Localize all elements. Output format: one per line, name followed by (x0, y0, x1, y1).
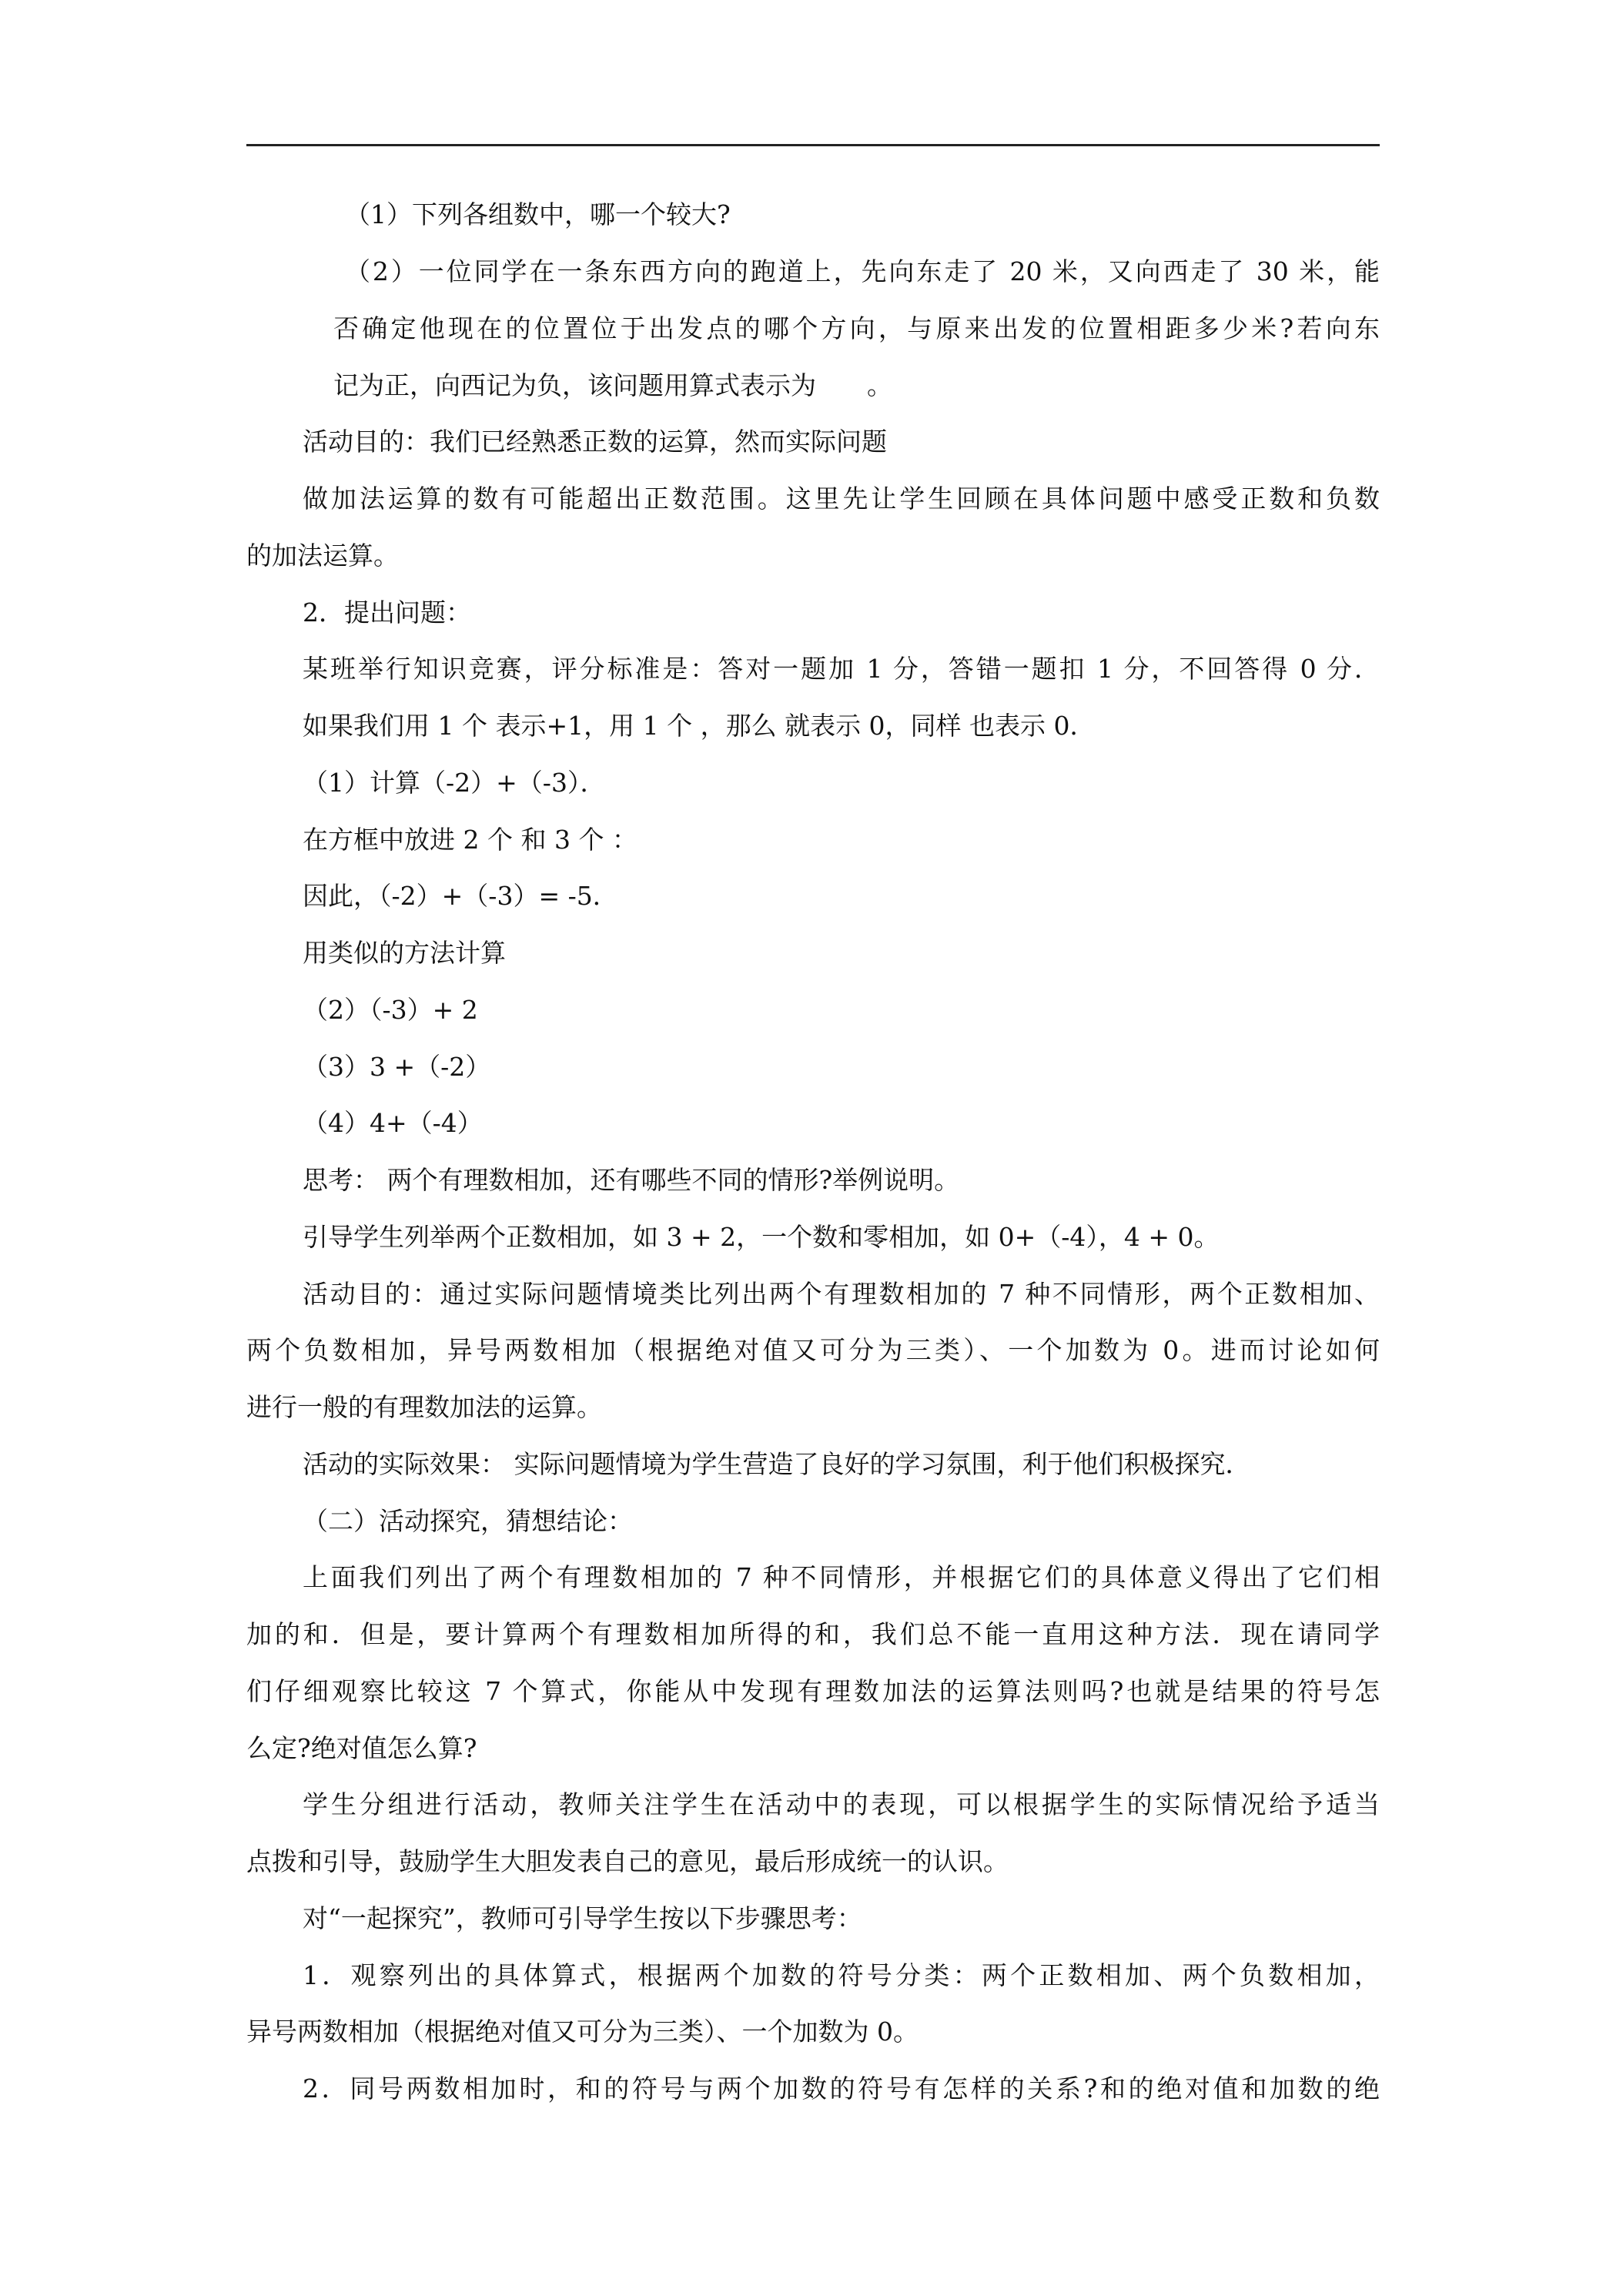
text-line: （二）活动探究，猜想结论： (303, 1506, 633, 1536)
text-line: 对“一起探究”，教师可引导学生按以下步骤思考： (303, 1903, 862, 1933)
text-line: （4）4+（-4） (303, 1108, 483, 1138)
text-line: 加的和．但是，要计算两个有理数相加所得的和，我们总不能一直用这种方法．现在请同学 (246, 1619, 1380, 1649)
text-line: 两个负数相加，异号两数相加（根据绝对值又可分为三类）、一个加数为 0。进而讨论如何 (246, 1335, 1380, 1365)
text-line: 上面我们列出了两个有理数相加的 7 种不同情形，并根据它们的具体意义得出了它们相 (303, 1562, 1380, 1592)
text-line: 在方框中放进 2 个 和 3 个 ： (303, 825, 637, 855)
text-line: 1．观察列出的具体算式，根据两个加数的符号分类：两个正数相加、两个负数相加， (303, 1960, 1380, 1990)
text-line: 因此，（-2）+（-3）= -5． (303, 881, 618, 911)
text-line: 点拨和引导，鼓励学生大胆发表自己的意见，最后形成统一的认识。 (246, 1846, 1009, 1876)
text-line: 的加法运算。 (246, 541, 399, 571)
text-line: 某班举行知识竞赛，评分标准是：答对一题加 1 分，答错一题扣 1 分，不回答得 0 分． (303, 654, 1380, 684)
text-line: 引导学生列举两个正数相加，如 3 + 2，一个数和零相加，如 0+（-4），4 + 0。 (303, 1222, 1220, 1252)
text-line: （2）（-3）+ 2 (303, 995, 478, 1025)
text-line: 思考： 两个有理数相加，还有哪些不同的情形?举例说明。 (303, 1165, 960, 1195)
text-line: 活动的实际效果： 实际问题情境为学生营造了良好的学习氛围，利于他们积极探究． (303, 1449, 1251, 1479)
text-line: 活动目的：我们已经熟悉正数的运算，然而实际问题 (303, 427, 887, 457)
text-line: 做加法运算的数有可能超出正数范围。这里先让学生回顾在具体问题中感受正数和负数 (303, 484, 1380, 514)
text-line: 如果我们用 1 个 表示+1，用 1 个 ，那么 就表示 0，同样 也表示 0． (303, 711, 1096, 741)
header-rule (246, 144, 1380, 146)
text-line: 2．同号两数相加时，和的符号与两个加数的符号有怎样的关系?和的绝对值和加数的绝 (303, 2073, 1380, 2104)
text-line: 异号两数相加（根据绝对值又可分为三类）、一个加数为 0。 (246, 2017, 919, 2047)
text-line: 2．提出问题： (303, 597, 471, 628)
text-line: 否确定他现在的位置位于出发点的哪个方向，与原来出发的位置相距多少米?若向东 (333, 313, 1380, 343)
text-line: 么定?绝对值怎么算? (246, 1733, 477, 1763)
text-line: （1）下列各组数中，哪一个较大? (345, 199, 731, 229)
text-line: 用类似的方法计算 (303, 938, 506, 968)
text-line: 活动目的：通过实际问题情境类比列出两个有理数相加的 7 种不同情形，两个正数相加、 (303, 1279, 1380, 1309)
text-line: 进行一般的有理数加法的运算。 (246, 1392, 602, 1422)
text-line: 学生分组进行活动，教师关注学生在活动中的表现，可以根据学生的实际情况给予适当 (303, 1789, 1380, 1819)
text-line: （1）计算（-2）+（-3）． (303, 768, 606, 798)
text-line: （2）一位同学在一条东西方向的跑道上，先向东走了 20 米，又向西走了 30 米，能 (345, 256, 1380, 286)
text-line: （3）3 +（-2） (303, 1052, 491, 1082)
text-line: 们仔细观察比较这 7 个算式，你能从中发现有理数加法的运算法则吗?也就是结果的符号怎 (246, 1676, 1380, 1706)
text-line: 记为正，向西记为负，该问题用算式表示为 。 (333, 370, 892, 400)
